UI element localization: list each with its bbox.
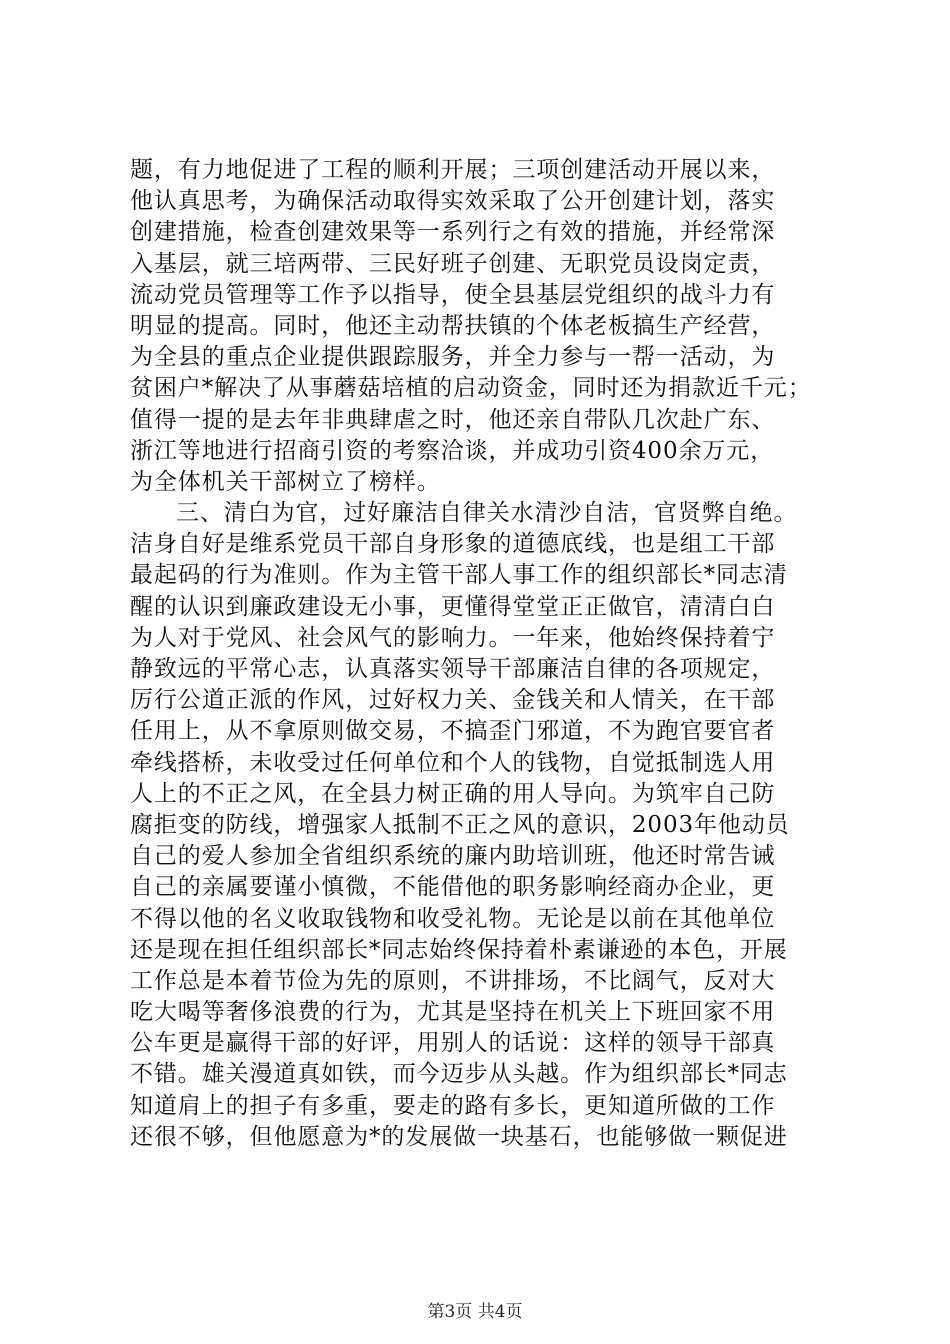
text-line: 明显的提高。同时，他还主动帮扶镇的个体老板搞生产经营，	[130, 312, 776, 339]
text-line: 他认真思考，为确保活动取得实效采取了公开创建计划，落实	[130, 188, 776, 215]
text-line: 工作总是本着节俭为先的原则，不讲排场，不比阔气，反对大	[130, 967, 776, 994]
text-line: 为全县的重点企业提供跟踪服务，并全力参与一帮一活动，为	[130, 344, 776, 371]
text-line: 贫困户*解决了从事蘑菇培植的启动资金，同时还为捐款近千元；	[130, 375, 812, 402]
text-line: 自己的爱人参加全省组织系统的廉内助培训班，他还时常告诫	[130, 843, 776, 870]
text-line: 人上的不正之风，在全县力树正确的用人导向。为筑牢自己防	[130, 780, 776, 807]
text-line: 最起码的行为准则。作为主管干部人事工作的组织部长*同志清	[130, 562, 788, 589]
text-line: 洁身自好是维系党员干部自身形象的道德底线，也是组工干部	[130, 531, 776, 558]
text-line: 自己的亲属要谨小慎微，不能借他的职务影响经商办企业，更	[130, 874, 776, 901]
text-line: 创建措施，检查创建效果等一系列行之有效的措施，并经常深	[130, 219, 776, 246]
text-line: 入基层，就三培两带、三民好班子创建、无职党员设岗定责，	[130, 250, 776, 277]
text-line: 吃大喝等奢侈浪费的行为，尤其是坚持在机关上下班回家不用	[130, 999, 776, 1026]
text-line: 不得以他的名义收取钱物和收受礼物。无论是以前在其他单位	[130, 905, 776, 932]
body-text	[130, 155, 830, 1153]
text-line: 流动党员管理等工作予以指导，使全县基层党组织的战斗力有	[130, 281, 776, 308]
text-line: 值得一提的是去年非典肆虐之时，他还亲自带队几次赴广东、	[130, 406, 776, 433]
text-line: 醒的认识到廉政建设无小事，更懂得堂堂正正做官，清清白白	[130, 593, 776, 620]
text-line: 为全体机关干部树立了榜样。	[130, 468, 441, 495]
text-line: 牵线搭桥，未收受过任何单位和个人的钱物，自觉抵制选人用	[130, 749, 776, 776]
text-line: 知道肩上的担子有多重，要走的路有多长，更知道所做的工作	[130, 1092, 776, 1119]
text-line: 为人对于党风、社会风气的影响力。一年来，他始终保持着宁	[130, 624, 776, 651]
section-heading-line: 三、清白为官，过好廉洁自律关水清沙自洁，官贤弊自绝。	[176, 500, 798, 527]
text-line: 公车更是赢得干部的好评，用别人的话说：这样的领导干部真	[130, 1030, 776, 1057]
text-line: 题，有力地促进了工程的顺利开展；三项创建活动开展以来，	[130, 157, 776, 183]
text-line: 还很不够，但他愿意为*的发展做一块基石，也能够做一颗促进	[130, 1123, 788, 1150]
text-line: 任用上，从不拿原则做交易，不搞歪门邪道，不为跑官要官者	[130, 718, 776, 745]
text-line: 浙江等地进行招商引资的考察洽谈，并成功引资400余万元，	[130, 437, 775, 464]
page-number-footer: 第3页 共4页	[427, 1302, 523, 1322]
text-line: 腐拒变的防线，增强家人抵制不正之风的意识，2003年他动员	[130, 811, 790, 838]
text-line: 还是现在担任组织部长*同志始终保持着朴素谦逊的本色，开展	[130, 936, 788, 963]
text-line: 静致远的平常心志，认真落实领导干部廉洁自律的各项规定，	[130, 656, 776, 682]
text-line: 不错。雄关漫道真如铁，而今迈步从头越。作为组织部长*同志	[130, 1061, 788, 1088]
text-line: 厉行公道正派的作风，过好权力关、金钱关和人情关，在干部	[130, 687, 776, 714]
